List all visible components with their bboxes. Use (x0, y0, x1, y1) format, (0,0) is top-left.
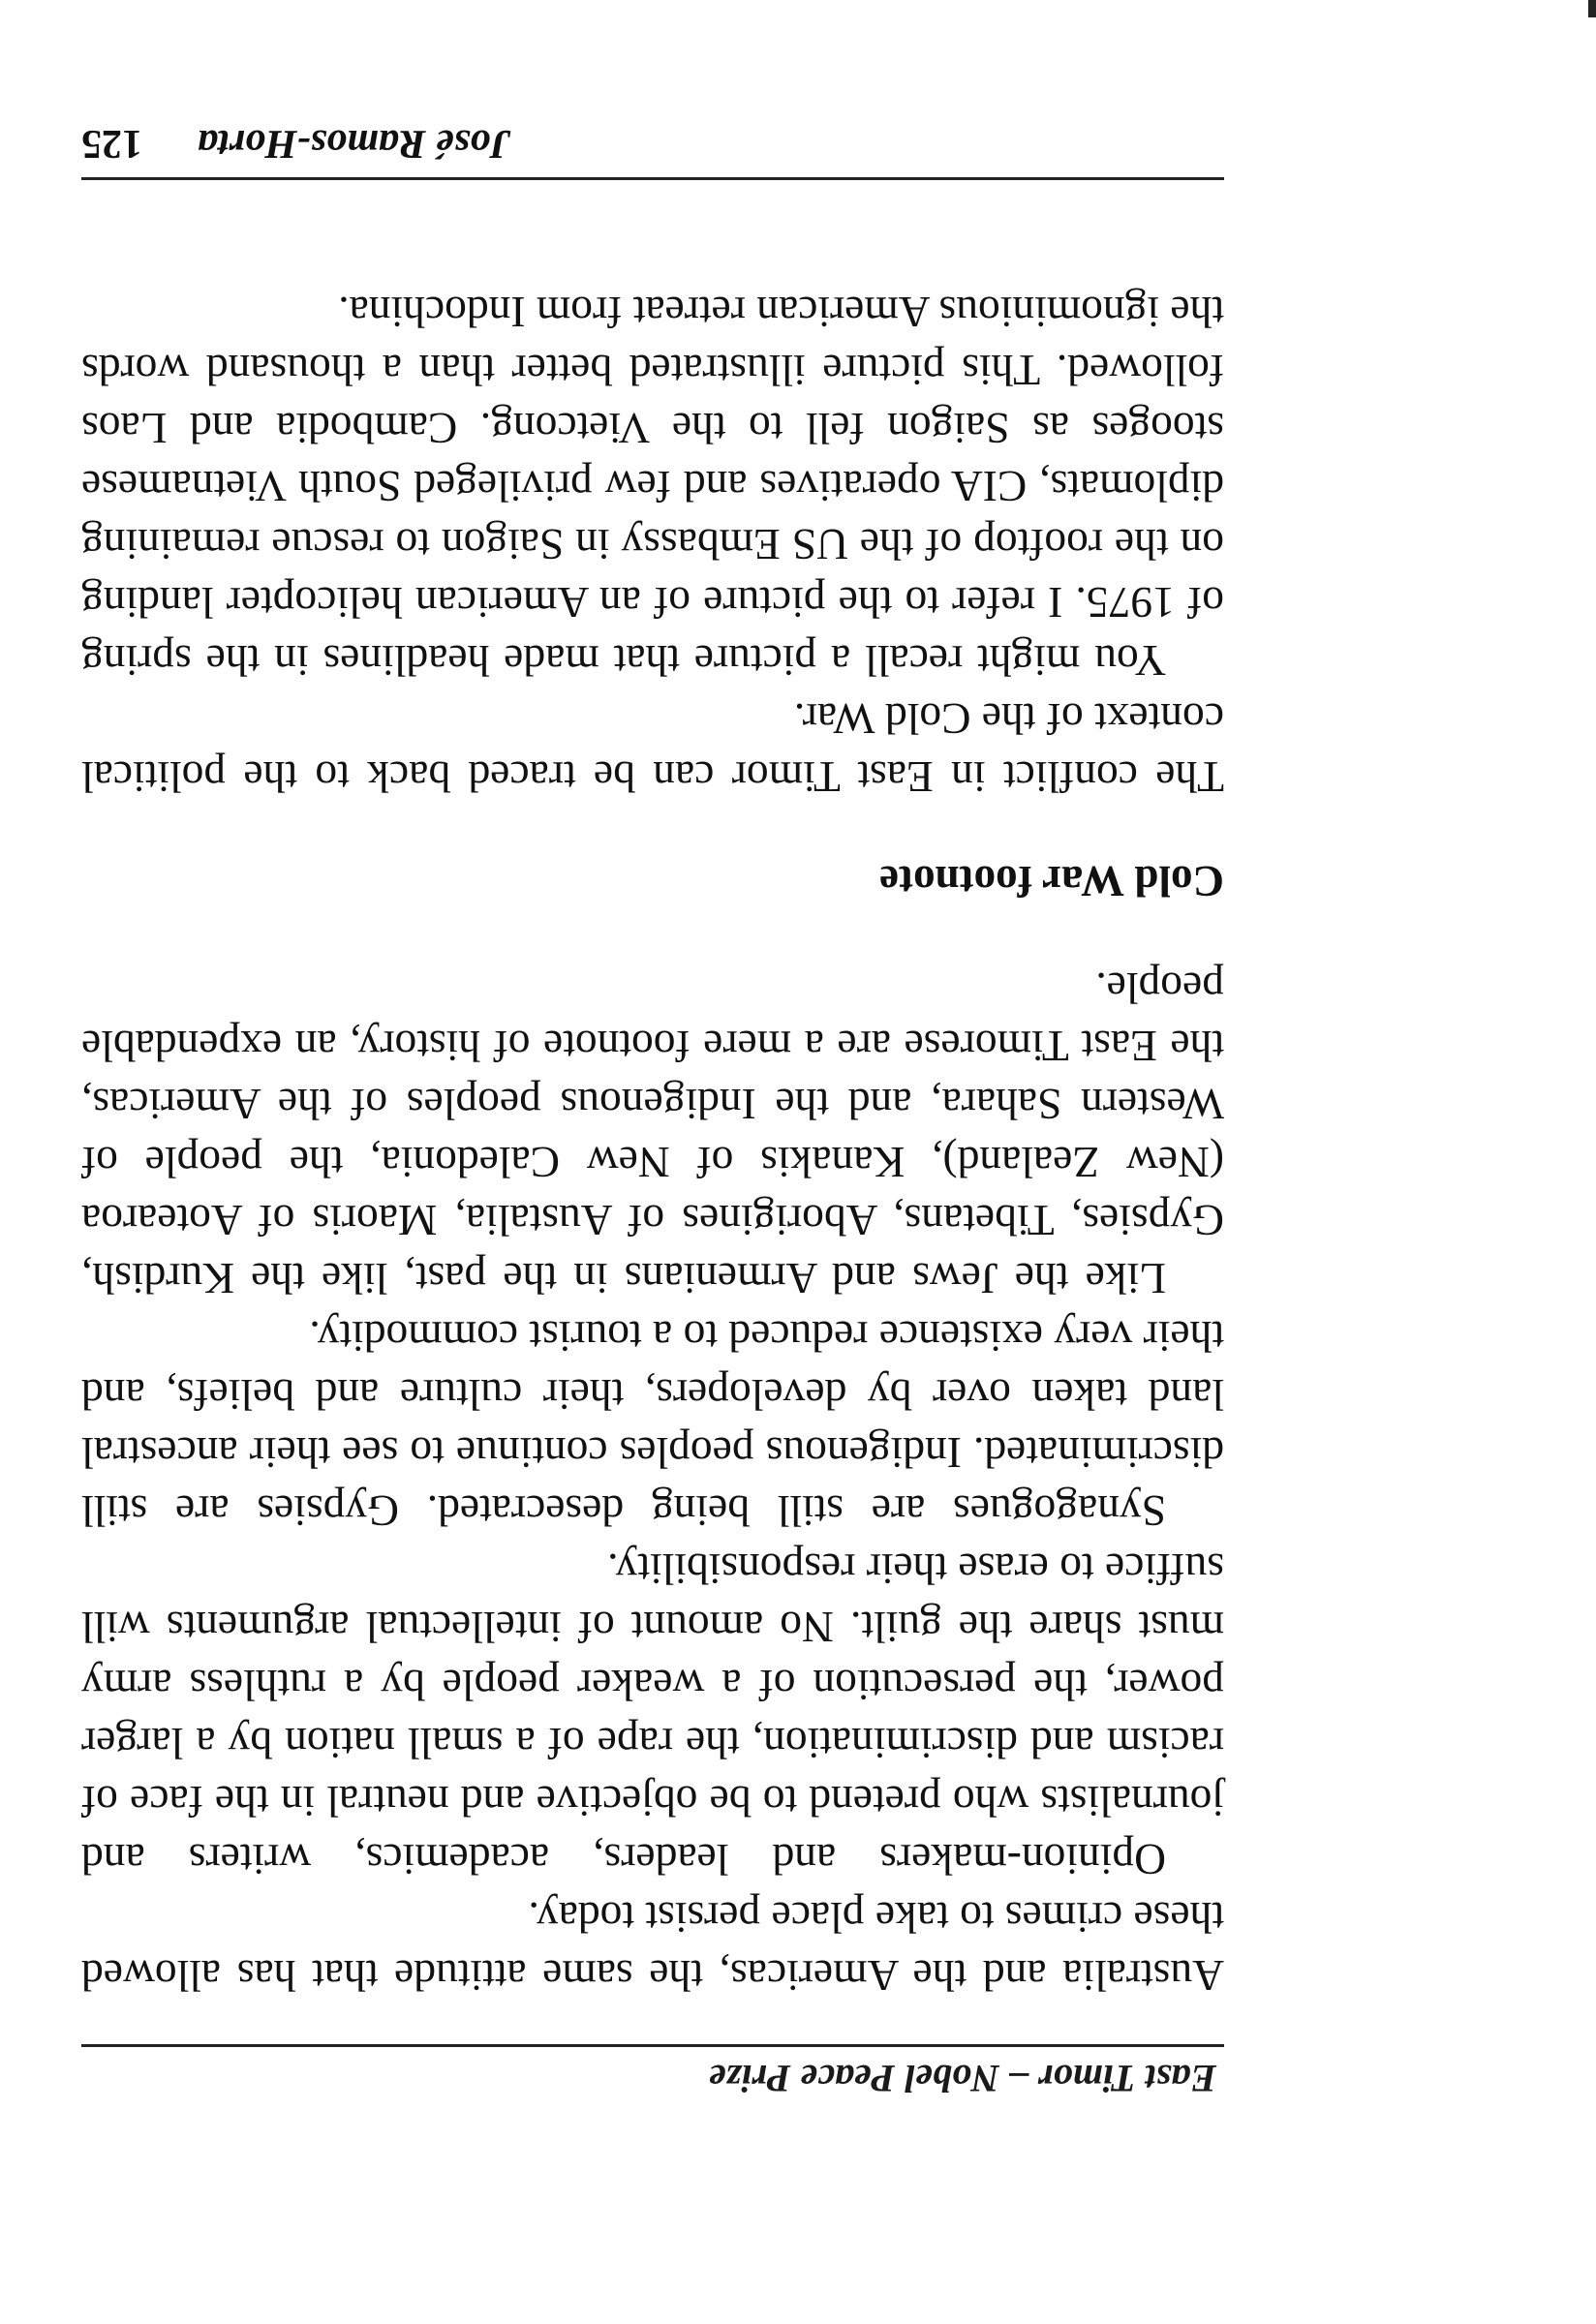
header-rule (81, 2044, 1224, 2047)
body-paragraph: Like the Jews and Armenians in the past, like the Kurdish, Gypsies, Tibetans, Aborigines of Austalia, Maoris of Aotearoa (New Zealand), Kanakis of New Caledonia, the people of Western Sahara, and the Indigenous peoples of the Americas, the East Timorese are a mere footnote of history, an expendable people. (81, 963, 1224, 1303)
footer-rule (81, 177, 1224, 180)
scan-corner-mark (1588, 0, 1596, 17)
body-paragraph: The conflict in East Timor can be traced back to the political context of the Cold War. (81, 694, 1224, 802)
running-head-author: José Ramos-Horta (198, 121, 511, 166)
body-paragraph: You might recall a picture that made headlines in the spring of 1975. I refer to the picture of an American helicopter landing on the rooftop of the US Embassy in Saigon to rescue remaining diplomats, CIA operatives and few privileged South Vietnamese stooges as Saigon fell to the Vietcong. Cambodia and Laos followed. This picture illustrated better than a thousand words the ignominious American retreat from Indochina. (81, 288, 1224, 686)
body-paragraph: Opinion-makers and leaders, academics, writers and journalists who pretend to be objective and neutral in the face of racism and discrimination, the rape of a small nation by a larger power, the persecution of a weaker people by a ruthless army must share the guilt. No amount of intellectual arguments will suffice to erase their responsibility. (81, 1544, 1224, 1884)
body-paragraph: Synagogues are still being desecrated. Gypsies are still discriminated. Indigenous peoples continue to see their ancestral land taken over by developers, their culture and beliefs, and their very existence reduced to a tourist commodity. (81, 1312, 1224, 1536)
book-title: East Timor – Nobel Peace Prize (709, 2057, 1216, 2100)
page-number: 125 (81, 121, 142, 166)
page-header (81, 2051, 1224, 2109)
page-footer (81, 108, 1224, 167)
body-paragraph: Australia and the Americas, the same attitude that has allowed these crimes to take place persist today. (81, 1893, 1224, 2001)
section-heading: Cold War footnote (879, 857, 1224, 905)
page-body (81, 283, 1224, 2004)
